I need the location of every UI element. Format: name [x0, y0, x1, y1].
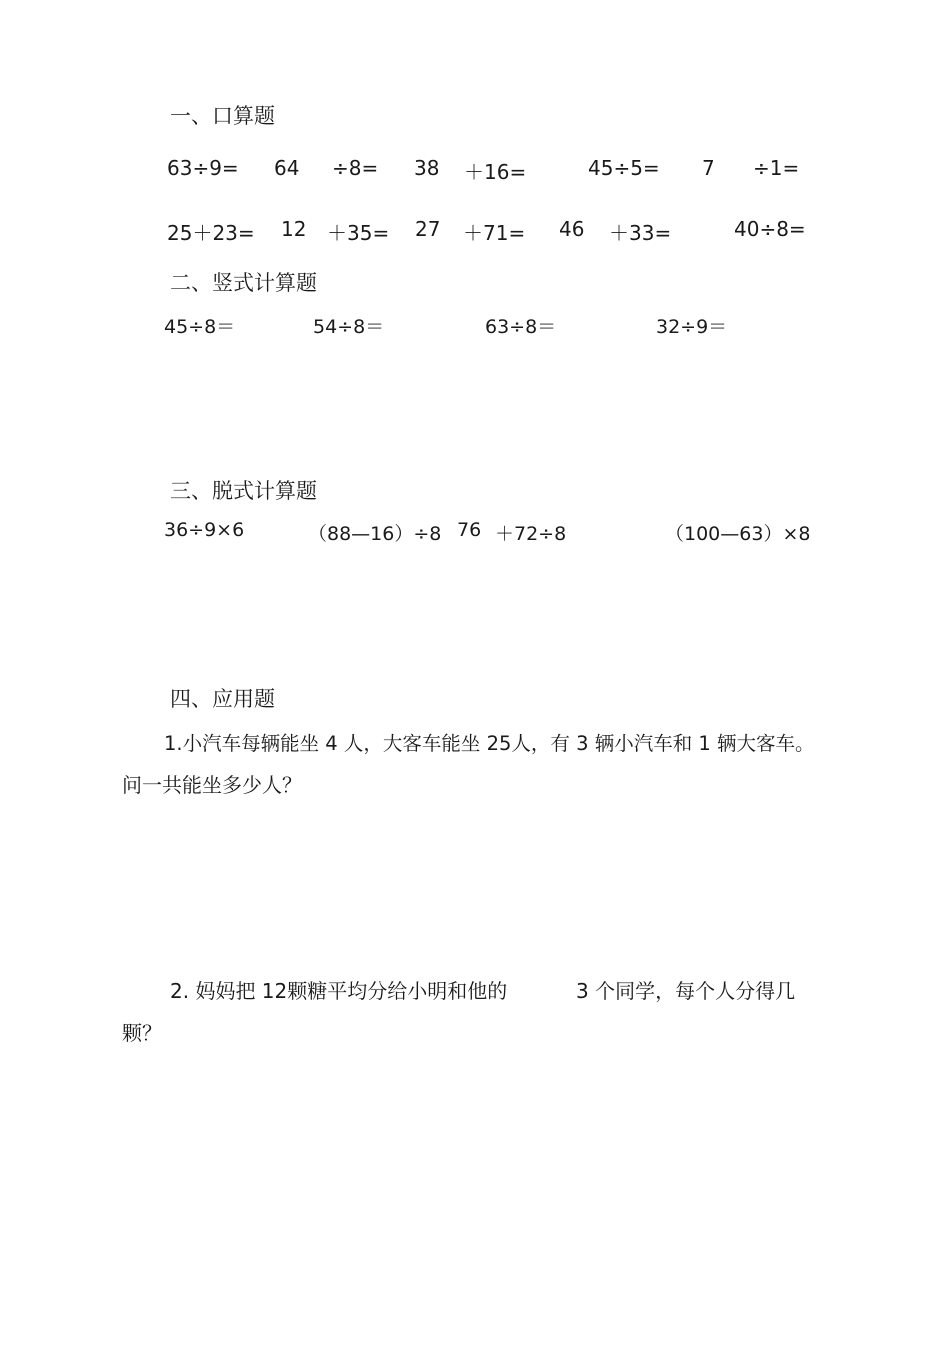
- section-3-title: 三、脱式计算题: [170, 479, 317, 503]
- stepwise-item: ＋72÷8: [495, 523, 567, 545]
- stepwise-item: （100—63）×8: [665, 523, 811, 545]
- oral-item: 46: [559, 217, 585, 241]
- problem-1-line-1: 1.小汽车每辆能坐 4 人，大客车能坐 25人，有 3 辆小汽车和 1 辆大客车。: [164, 732, 815, 755]
- vertical-item: 54÷8＝: [313, 316, 385, 338]
- section-4-title: 四、应用题: [170, 687, 275, 711]
- oral-item: 7: [702, 156, 715, 180]
- problem-2-line-2: 颗？: [122, 1021, 162, 1045]
- stepwise-item: 36÷9×6: [164, 519, 245, 541]
- oral-item: 38: [414, 156, 440, 180]
- oral-item: 64: [274, 156, 300, 180]
- vertical-item: 63÷8＝: [485, 316, 557, 338]
- oral-item: 25＋23=: [167, 221, 255, 245]
- problem-2-line-1: 2. 妈妈把 12颗糖平均分给小明和他的: [170, 979, 508, 1003]
- oral-item: 27: [415, 217, 441, 241]
- oral-item: 45÷5=: [588, 156, 660, 180]
- problem-1-line-2: 问一共能坐多少人？: [122, 773, 302, 797]
- oral-item: 63÷9=: [167, 156, 239, 180]
- problem-2-line-1-continued: 3 个同学，每个人分得几: [576, 979, 796, 1003]
- oral-item: 12: [281, 217, 307, 241]
- stepwise-item: （88—16）÷8: [308, 523, 442, 545]
- oral-item: ＋71=: [463, 221, 526, 245]
- oral-item: ÷8=: [332, 156, 379, 180]
- stepwise-item: 76: [457, 519, 482, 541]
- oral-item: ＋33=: [609, 221, 672, 245]
- section-2-title: 二、竖式计算题: [170, 271, 317, 295]
- oral-item: ＋35=: [327, 221, 390, 245]
- section-1-title: 一、口算题: [170, 104, 275, 128]
- vertical-item: 45÷8＝: [164, 316, 236, 338]
- oral-item: ＋16=: [464, 160, 527, 184]
- oral-item: ÷1=: [753, 156, 800, 180]
- vertical-item: 32÷9＝: [656, 316, 728, 338]
- oral-item: 40÷8=: [734, 217, 806, 241]
